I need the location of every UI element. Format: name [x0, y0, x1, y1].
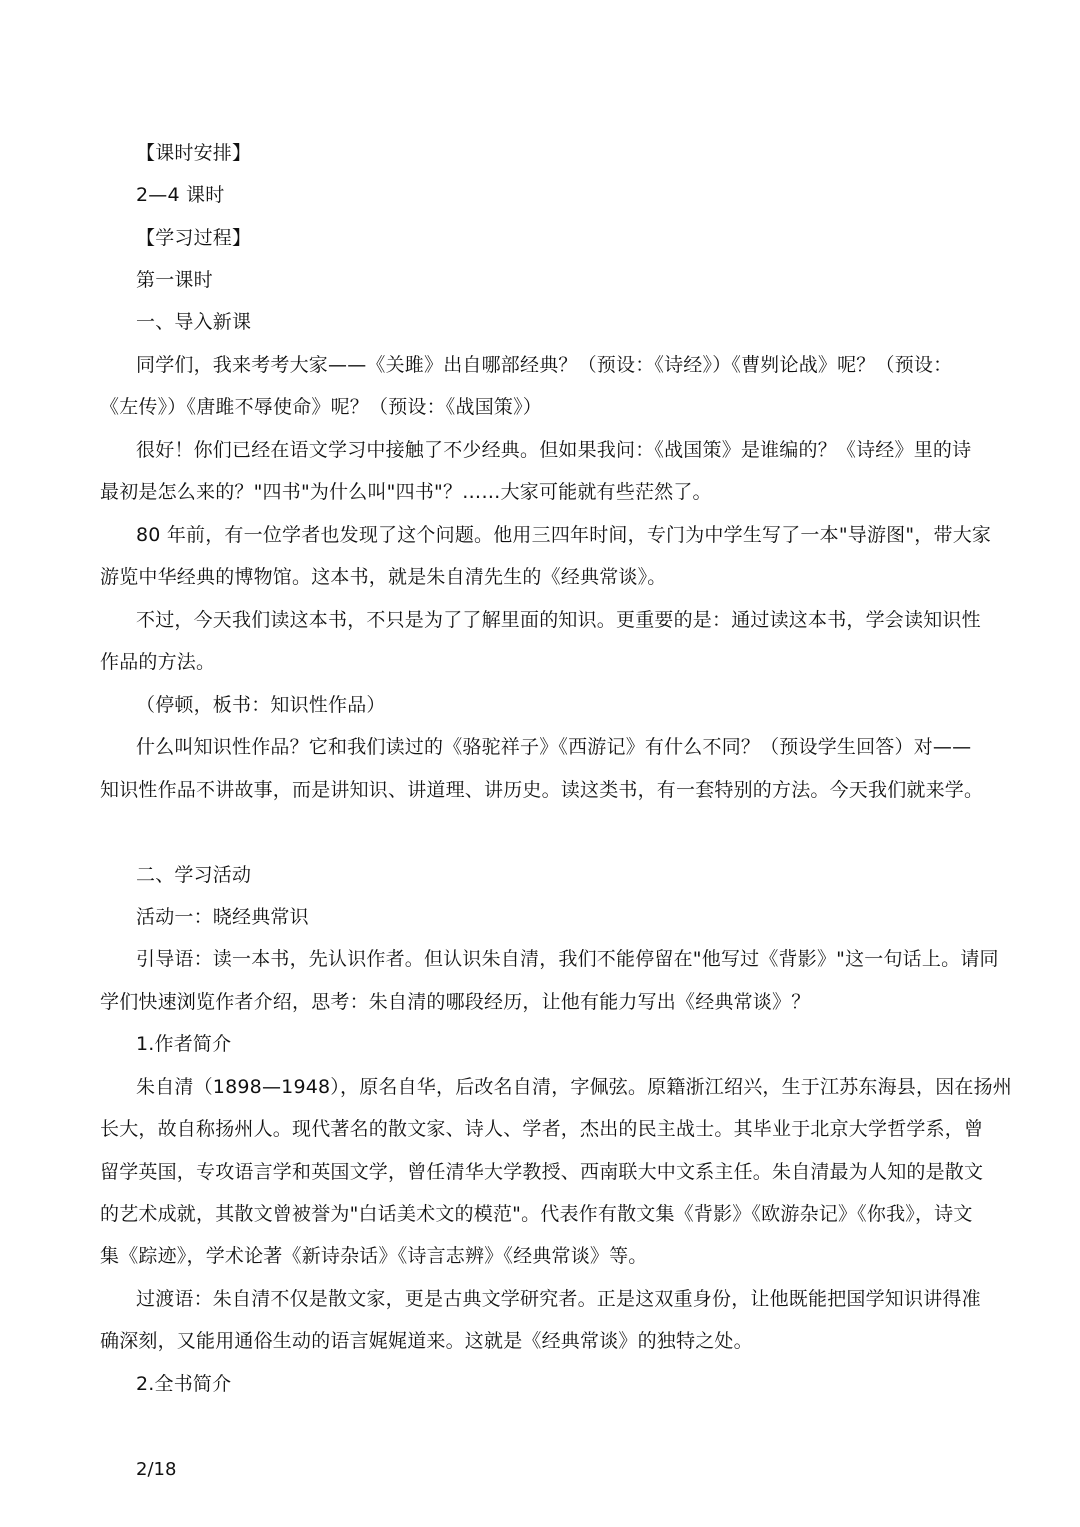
author-bio-line-1: 朱自清（1898—1948），原名自华，后改名自清，字佩弦。原籍浙江绍兴，生于江苏东海县，因在扬州	[136, 1076, 1013, 1098]
intro-paragraph-3-line-2: 游览中华经典的博物馆。这本书，就是朱自清先生的《经典常谈》。	[100, 566, 667, 588]
guide-text-line-2: 学们快速浏览作者介绍，思考：朱自清的哪段经历，让他有能力写出《经典常谈》？	[100, 991, 811, 1013]
activity1-title: 活动一：晓经典常识	[136, 906, 309, 928]
author-intro-title: 1.作者简介	[136, 1033, 232, 1055]
book-intro-title: 2.全书简介	[136, 1373, 232, 1395]
page-number: 2/18	[136, 1459, 177, 1480]
author-bio-line-2: 长大，故自称扬州人。现代著名的散文家、诗人、学者，杰出的民主战士。其毕业于北京大学哲学系，曾	[100, 1118, 984, 1140]
author-bio-line-3: 留学英国，专攻语言学和英国文学，曾任清华大学教授、西南联大中文系主任。朱自清最为人知的是散文	[100, 1161, 984, 1183]
class-schedule-value: 2—4 课时	[136, 184, 225, 206]
intro-paragraph-1-line-2: 《左传》）《唐雎不辱使命》呢？（预设：《战国策》）	[100, 396, 543, 418]
intro-paragraph-2-line-2: 最初是怎么来的？"四书"为什么叫"四书"？……大家可能就有些茫然了。	[100, 481, 712, 503]
first-lesson-label: 第一课时	[136, 269, 213, 291]
learning-process-heading: 【学习过程】	[136, 227, 252, 249]
intro-paragraph-4-line-2: 作品的方法。	[100, 651, 216, 673]
intro-paragraph-1-line-1: 同学们，我来考考大家——《关雎》出自哪部经典？（预设：《诗经》）《曹刿论战》呢？（预设：	[136, 354, 953, 376]
part2-title: 二、学习活动	[136, 864, 252, 886]
guide-text-line-1: 引导语：读一本书，先认识作者。但认识朱自清，我们不能停留在"他写过《背影》"这一句话上。请同	[136, 948, 999, 970]
transition-text-line-1: 过渡语：朱自清不仅是散文家，更是古典文学研究者。正是这双重身份，让他既能把国学知识讲得准	[136, 1288, 981, 1310]
intro-paragraph-4-line-1: 不过，今天我们读这本书，不只是为了了解里面的知识。更重要的是：通过读这本书，学会读知识性	[136, 609, 981, 631]
part1-title: 一、导入新课	[136, 311, 252, 333]
intro-paragraph-6-line-1: 什么叫知识性作品？它和我们读过的《骆驼祥子》《西游记》有什么不同？（预设学生回答）对——	[136, 736, 972, 758]
class-schedule-heading: 【课时安排】	[136, 142, 252, 164]
author-bio-line-5: 集《踪迹》，学术论著《新诗杂话》《诗言志辨》《经典常谈》等。	[100, 1245, 648, 1267]
board-note: （停顿，板书：知识性作品）	[136, 694, 386, 716]
intro-paragraph-6-line-2: 知识性作品不讲故事，而是讲知识、讲道理、讲历史。读这类书，有一套特别的方法。今天我们就来学。	[100, 779, 984, 801]
author-bio-line-4: 的艺术成就，其散文曾被誉为"白话美术文的模范"。代表作有散文集《背影》《欧游杂记》《你我》，诗文	[100, 1203, 973, 1225]
transition-text-line-2: 确深刻，又能用通俗生动的语言娓娓道来。这就是《经典常谈》的独特之处。	[100, 1330, 753, 1352]
intro-paragraph-2-line-1: 很好！你们已经在语文学习中接触了不少经典。但如果我问：《战国策》是谁编的？《诗经》里的诗	[136, 439, 972, 461]
intro-paragraph-3-line-1: 80 年前，有一位学者也发现了这个问题。他用三四年时间，专门为中学生写了一本"导游图"，带大家	[136, 524, 992, 546]
